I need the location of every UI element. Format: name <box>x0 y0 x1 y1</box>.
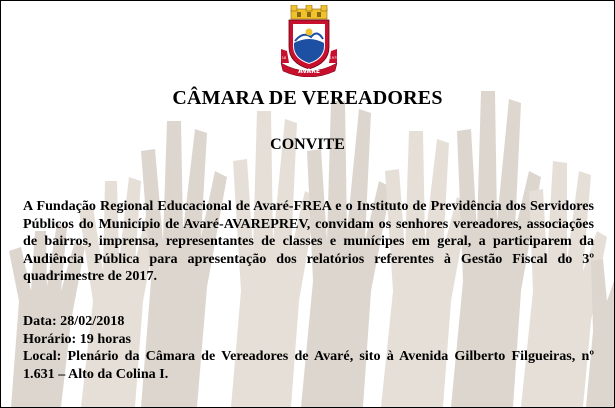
event-date: Data: 28/02/2018 <box>23 313 125 329</box>
svg-text:AVARÉ: AVARÉ <box>298 68 320 75</box>
event-location: Local: Plenário da Câmara de Vereadores de Avaré, sito à Avenida Gilberto Filgueiras, nº 1.631 – Alto da Colina I. <box>23 348 594 382</box>
svg-text:1979: 1979 <box>329 56 339 60</box>
svg-text:18: 18 <box>281 56 287 60</box>
invitation-heading: CONVITE <box>270 136 345 153</box>
invitation-body: A Fundação Regional Educacional de Avaré-FREA e o Instituto de Previdência dos Servidores Públicos do Município de Avaré-AVAREPREV, convidam os senhores vereadores, associações de bairros, imprensa, representantes de classes e munícipes em geral, a participarem da Audiência Pública para apresentação dos relatórios referentes à Gestão Fiscal do 3º quadrimestre de 2017. <box>23 198 594 284</box>
event-time: Horário: 19 horas <box>23 330 132 347</box>
municipal-coat-of-arms-icon <box>277 5 341 77</box>
event-details <box>23 313 594 383</box>
page-title: CÂMARA DE VEREADORES <box>172 87 443 109</box>
